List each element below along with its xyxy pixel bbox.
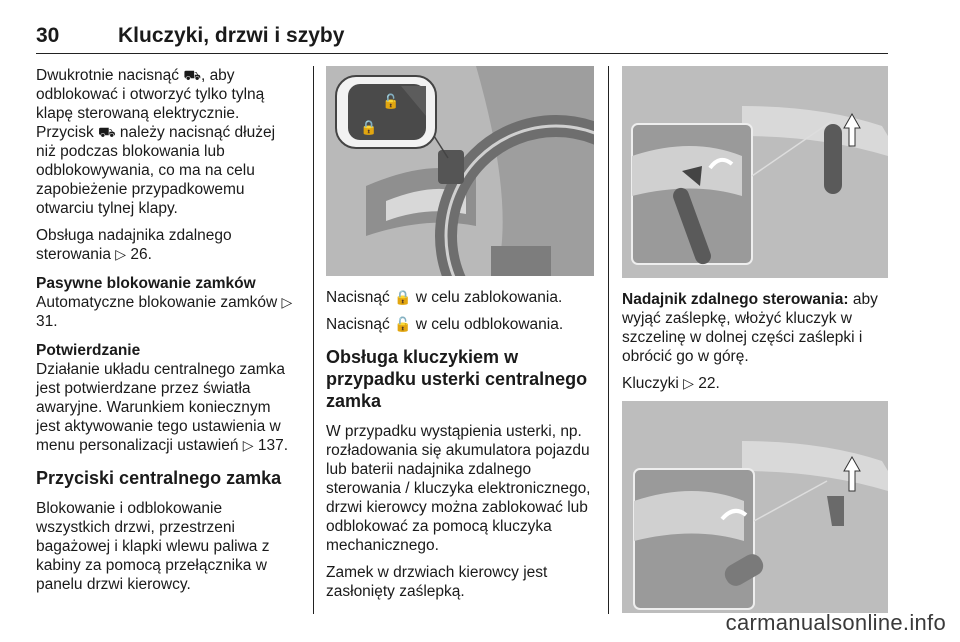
column-divider-1	[313, 66, 314, 614]
column-right	[622, 66, 888, 613]
column-divider-2	[608, 66, 609, 614]
unlock-icon: 🔓	[394, 316, 412, 332]
heading-central-lock-buttons: Przyciski centralnego zamka	[36, 468, 282, 488]
paragraph-remote-ref: Obsługa nadajnika zdalnego sterowania ▷ 26.	[36, 227, 232, 263]
paragraph-central-lock: Blokowanie i odblokowanie wszystkich drzwi, przestrzeni bagażowej i klapki wlewu paliwa z kabiny za pomocą przełącznika w panelu drzwi kierowcy.	[36, 500, 270, 593]
door-switch-illustration	[326, 66, 594, 276]
page-header	[36, 20, 888, 54]
page-reference-link[interactable]: 26.	[126, 246, 152, 263]
paragraph-cover: Zamek w drzwiach kierowcy jest zasłonięty zaślepką.	[326, 564, 548, 600]
handle-cap-illustration-1	[622, 66, 888, 278]
paragraph-keys-ref: Kluczyki ▷ 22.	[622, 375, 720, 392]
caption-remote: Nadajnik zdalnego sterowania: aby wyjąć zaślepkę, włożyć kluczyk w szczelinę w dolnej części zaślepki i obrócić go w górę.	[622, 291, 878, 365]
column-left	[36, 66, 298, 602]
heading-key-operation: Obsługa kluczykiem w przypadku usterki centralnego zamka	[326, 347, 588, 411]
svg-text:🔒: 🔒	[360, 120, 378, 136]
paragraph-confirmation: Działanie układu centralnego zamka jest potwierdzane przez światła awaryjne. Warunkiem koniecznym jest aktywowanie tego ustawienia w menu personalizacji ustawień ▷ 137.	[36, 361, 289, 454]
subheading-passive-locking: Pasywne blokowanie zamków	[36, 275, 256, 292]
paragraph-trunk-unlock: Dwukrotnie nacisnąć ⛟, aby odblokować i otworzyć tylko tylną klapę sterowaną elektrycznie. Przycisk ⛟ należy nacisnąć dłużej niż podczas blokowania lub odblokowywania, co ma na celu zapobieżenie przypadkowemu otwarciu tylnej klapy.	[36, 67, 276, 217]
paragraph-fault: W przypadku wystąpienia usterki, np. rozładowania się akumulatora pojazdu lub baterii nadajnika zdalnego sterowania / kluczyka elektronicznego, drzwi kierowcy można zablokować lub odblokować za pomocą kluczyka mechanicznego.	[326, 423, 591, 554]
page-reference-link[interactable]: 137.	[253, 437, 289, 454]
reference-arrow-icon: ▷	[683, 375, 694, 391]
reference-arrow-icon: ▷	[115, 246, 127, 262]
page-number: 30	[36, 24, 60, 47]
lock-icon: 🔒	[394, 289, 412, 305]
handle-cap-drawing-1	[622, 66, 888, 278]
paragraph-auto-lock: Automatyczne blokowanie zamków ▷ 31.	[36, 294, 293, 330]
trunk-icon: ⛟	[183, 67, 201, 83]
watermark: carmanualsonline.info	[725, 610, 946, 635]
door-switch-drawing	[326, 66, 594, 276]
reference-arrow-icon: ▷	[242, 437, 254, 453]
page-title: Kluczyki, drzwi i szyby	[118, 24, 345, 47]
trunk-icon: ⛟	[98, 124, 116, 140]
handle-cap-drawing-2	[622, 401, 888, 613]
subheading-confirmation: Potwierdzanie	[36, 342, 141, 359]
handle-cap-illustration-2	[622, 401, 888, 613]
page-reference-link[interactable]: 22.	[693, 375, 720, 392]
svg-text:🔓: 🔓	[382, 94, 400, 110]
lock-instruction: Nacisnąć 🔒 w celu zablokowania.	[326, 289, 563, 306]
reference-arrow-icon: ▷	[281, 294, 293, 310]
unlock-instruction: Nacisnąć 🔓 w celu odblokowania.	[326, 316, 564, 333]
column-middle	[326, 66, 594, 609]
page-reference-link[interactable]: 31.	[36, 313, 58, 330]
